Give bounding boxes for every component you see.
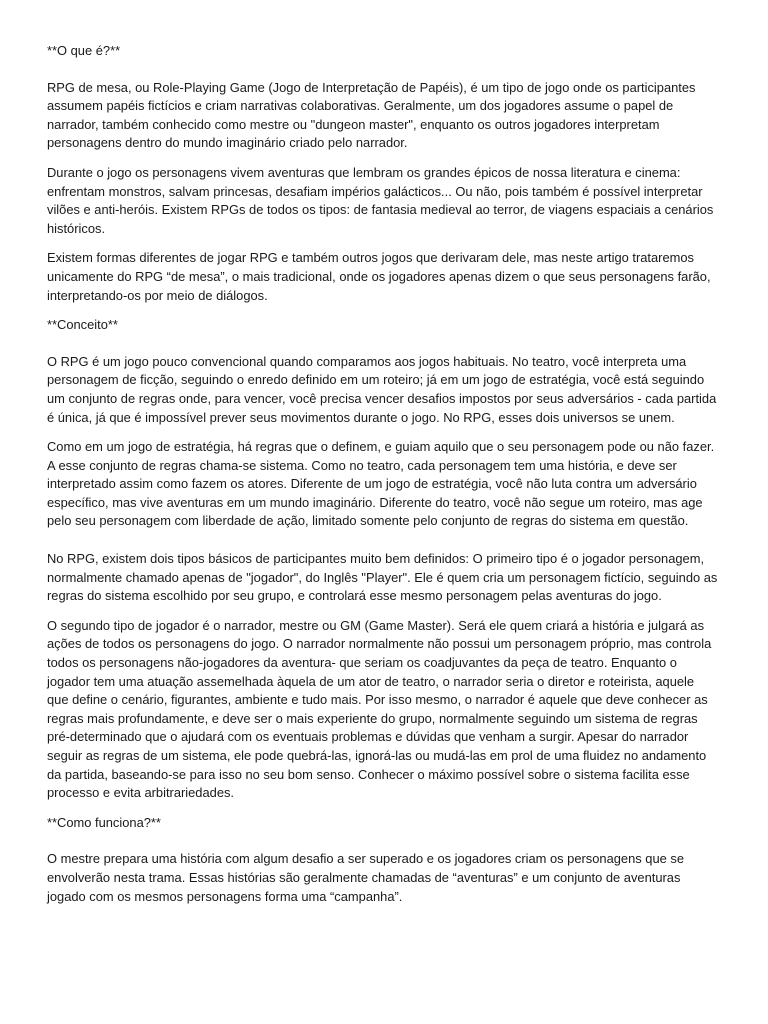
section-heading-conceito: **Conceito**: [47, 317, 118, 333]
paragraph: No RPG, existem dois tipos básicos de participantes muito bem definidos: O primeiro tipo é o jogador personagem, normalmente chamado apenas de "jogador", do Inglês "Player". Ele é quem cria um personagem fictício, seguindo as regras do sistema escolhido por seu grupo, e controlará esse mesmo personagem pelas aventuras do jogo.: [47, 551, 718, 604]
paragraph: O segundo tipo de jogador é o narrador, mestre ou GM (Game Master). Será ele quem criará a história e julgará as ações de todos os personagens do jogo. O narrador normalmente não possui um personagem próprio, mas controla todos os personagens não-jogadores da aventura- que seriam os coadjuvantes da peça de teatro. Enquanto o jogador tem uma atuação assemelhada àquela de um ator de teatro, o narrador seria o diretor e roteirista, aquele que define o cenário, figurantes, ambiente e tudo mais. Por isso mesmo, o narrador é aquele que deve conhecer as regras mais profundamente, e deve ser o mais experiente do grupo, normalmente seguindo um sistema de regras pré-determinado que o ajudará com os eventuais problemas e dúvidas que venham a surgir. Apesar do narrador seguir as regras de um sistema, ele pode quebrá-las, ignorá-las ou mudá-las em prol de uma fluidez no andamento da partida, baseando-se para isso no seu bom senso. Conhecer o máximo possível sobre o sistema facilita esse processo e evita arbitrariedades.: [47, 617, 712, 801]
paragraph: Existem formas diferentes de jogar RPG e também outros jogos que derivaram dele, mas neste artigo trataremos unicamente do RPG “de mesa”, o mais tradicional, onde os jogadores apenas dizem o que seus personagens farão, interpretando-os por meio de diálogos.: [47, 250, 711, 303]
paragraph: O mestre prepara uma história com algum desafio a ser superado e os jogadores criam os personagens que se envolverão nesta trama. Essas histórias são geralmente chamadas de “aventuras” e um conjunto de aventuras jogado com os mesmos personagens forma uma “campanha”.: [47, 851, 684, 904]
paragraph: O RPG é um jogo pouco convencional quando comparamos aos jogos habituais. No teatro, você interpreta uma personagem de ficção, seguindo o enredo definido em um roteiro; já em um jogo de estratégia, você está seguindo um conjunto de regras onde, para vencer, você precisa vencer desafios impostos por seus adversários - cada partida é única, já que é impossível prever seus movimentos durante o jogo. No RPG, esses dois universos se unem.: [47, 353, 717, 425]
section-heading-o-que-e: **O que é?**: [47, 43, 121, 58]
paragraph: RPG de mesa, ou Role-Playing Game (Jogo de Interpretação de Papéis), é um tipo de jogo onde os participantes assumem papéis fictícios e criam narrativas colaborativas. Geralmente, um dos jogadores assume o papel de narrador, também conhecido como mestre ou "dungeon master", enquanto os outros jogadores interpretam personagens dentro do mundo imaginário criado pelo narrador.: [47, 79, 696, 151]
paragraph: Como em um jogo de estratégia, há regras que o definem, e guiam aquilo que o seu personagem pode ou não fazer. A esse conjunto de regras chama-se sistema. Como no teatro, cada personagem tem uma história, e deve ser interpretado assim como fazem os atores. Diferente de um jogo de estratégia, você não luta contra um adversário específico, mas vive aventuras em um mundo imaginário. Diferente do teatro, você não segue um roteiro, mas age pelo seu personagem com liberdade de ação, limitado somente pelo conjunto de regras do sistema em questão.: [47, 439, 715, 529]
document-page: [47, 42, 719, 917]
section-heading-como-funciona: **Como funciona?**: [47, 814, 161, 830]
paragraph: Durante o jogo os personagens vivem aventuras que lembram os grandes épicos de nossa literatura e cinema: enfrentam monstros, salvam princesas, desafiam impérios galácticos... Ou não, pois também é possível interpretar vilões e anti-heróis. Existem RPGs de todos os tipos: de fantasia medieval ao terror, de viagens espaciais a cenários históricos.: [47, 164, 714, 236]
